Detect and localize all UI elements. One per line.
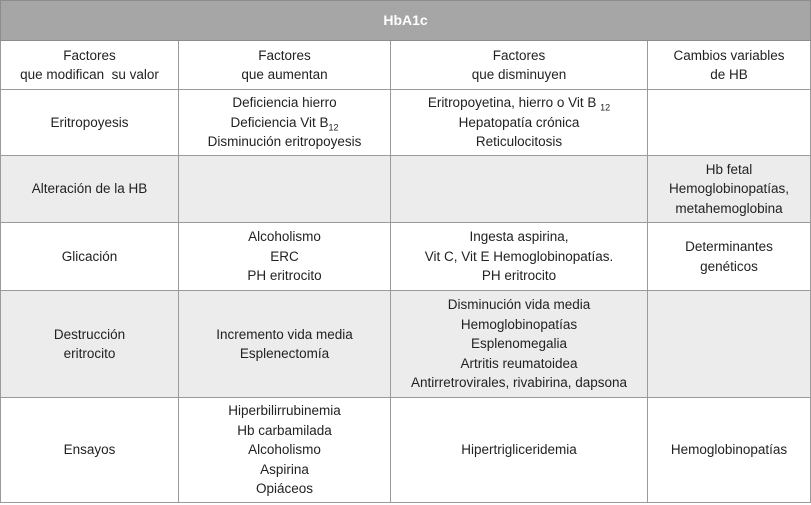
cell-line <box>183 113 386 133</box>
factor-label: Glicación <box>61 248 118 264</box>
header-cell-aumentan <box>179 41 391 90</box>
header-line: que aumentan <box>241 67 328 82</box>
header-cell-cambios <box>648 41 811 90</box>
header-line: de HB <box>710 67 748 82</box>
cell-line: Antirretrovirales, rivabirina, dapsona <box>410 375 628 391</box>
cell-line: Hepatopatía crónica <box>458 114 580 130</box>
factor-cell <box>1 156 179 223</box>
header-line: Cambios variables <box>673 47 785 63</box>
cell-line <box>395 93 643 113</box>
cell-line: Opiáceos <box>255 481 314 497</box>
cell-line: metahemoglobina <box>675 200 783 216</box>
factor-label: Ensayos <box>63 442 116 458</box>
cambios-cell <box>648 223 811 291</box>
factor-label: Destrucción <box>53 326 126 342</box>
disminuyen-cell <box>391 398 648 503</box>
factor-cell <box>1 90 179 156</box>
cell-text: Eritropoyetina, hierro o Vit B <box>427 95 601 111</box>
aumentan-cell <box>179 90 391 156</box>
header-line: que modifican su valor <box>20 67 159 82</box>
cell-line: Incremento vida media <box>216 326 353 342</box>
header-cell-disminuyen <box>391 41 648 90</box>
cell-line: Hb fetal <box>705 161 753 177</box>
header-line: que disminuyen <box>471 67 567 82</box>
table-row <box>1 398 811 503</box>
cell-line: Disminución vida media <box>447 297 591 313</box>
cell-line: Esplenectomía <box>239 346 330 361</box>
factor-cell <box>1 223 179 291</box>
factor-label: eritrocito <box>63 346 116 361</box>
cell-line: Ingesta aspirina, <box>469 229 569 245</box>
cell-line: Reticulocitosis <box>475 134 563 150</box>
subscript: 12 <box>600 102 611 113</box>
cell-line: Disminución eritropoyesis <box>207 134 362 150</box>
table-row <box>1 90 811 156</box>
table-row <box>1 156 811 223</box>
aumentan-cell <box>179 398 391 503</box>
aumentan-cell <box>179 291 391 398</box>
cambios-cell <box>648 291 811 398</box>
cell-line: Hb carbamilada <box>237 422 332 438</box>
cell-line: Vit C, Vit E Hemoglobinopatías. <box>424 248 614 264</box>
cell-line: Hiperbilirrubinemia <box>228 403 341 419</box>
cell-line: Esplenomegalia <box>470 336 568 352</box>
cambios-cell <box>648 398 811 503</box>
factor-cell <box>1 398 179 503</box>
header-line: Factores <box>63 47 116 63</box>
table-row <box>1 223 811 291</box>
table-row <box>1 291 811 398</box>
header-line: Factores <box>258 47 311 63</box>
disminuyen-cell <box>391 223 648 291</box>
cell-line: ERC <box>270 248 299 264</box>
header-row <box>1 41 811 90</box>
cambios-cell <box>648 90 811 156</box>
factor-label: Alteración de la HB <box>31 181 148 197</box>
cell-line: PH eritrocito <box>481 268 557 284</box>
cell-line: Hipertrigliceridemia <box>461 442 577 458</box>
cell-line: Deficiencia hierro <box>232 95 337 111</box>
subscript: 12 <box>328 122 339 133</box>
disminuyen-cell <box>391 291 648 398</box>
factor-label: Eritropoyesis <box>50 114 129 130</box>
header-cell-modifican <box>1 41 179 90</box>
cell-line: Artritis reumatoidea <box>460 355 578 371</box>
cell-line: Aspirina <box>260 461 309 477</box>
cell-line: Alcoholismo <box>248 229 321 245</box>
disminuyen-cell <box>391 90 648 156</box>
header-line: Factores <box>492 47 546 63</box>
cell-line: Alcoholismo <box>248 442 321 458</box>
disminuyen-cell <box>391 156 648 223</box>
cell-line: PH eritrocito <box>247 268 322 284</box>
cell-line: Hemoglobinopatías <box>460 316 578 332</box>
cambios-cell <box>648 156 811 223</box>
aumentan-cell <box>179 223 391 291</box>
cell-text: Deficiencia Vit B <box>230 114 329 130</box>
cell-line: Hemoglobinopatías, <box>668 181 790 197</box>
cell-line: genéticos <box>700 258 758 274</box>
table-title: HbA1c <box>1 1 811 41</box>
aumentan-cell <box>179 156 391 223</box>
factor-cell <box>1 291 179 398</box>
cell-line: Hemoglobinopatías <box>670 442 788 458</box>
cell-line: Determinantes <box>685 239 773 254</box>
